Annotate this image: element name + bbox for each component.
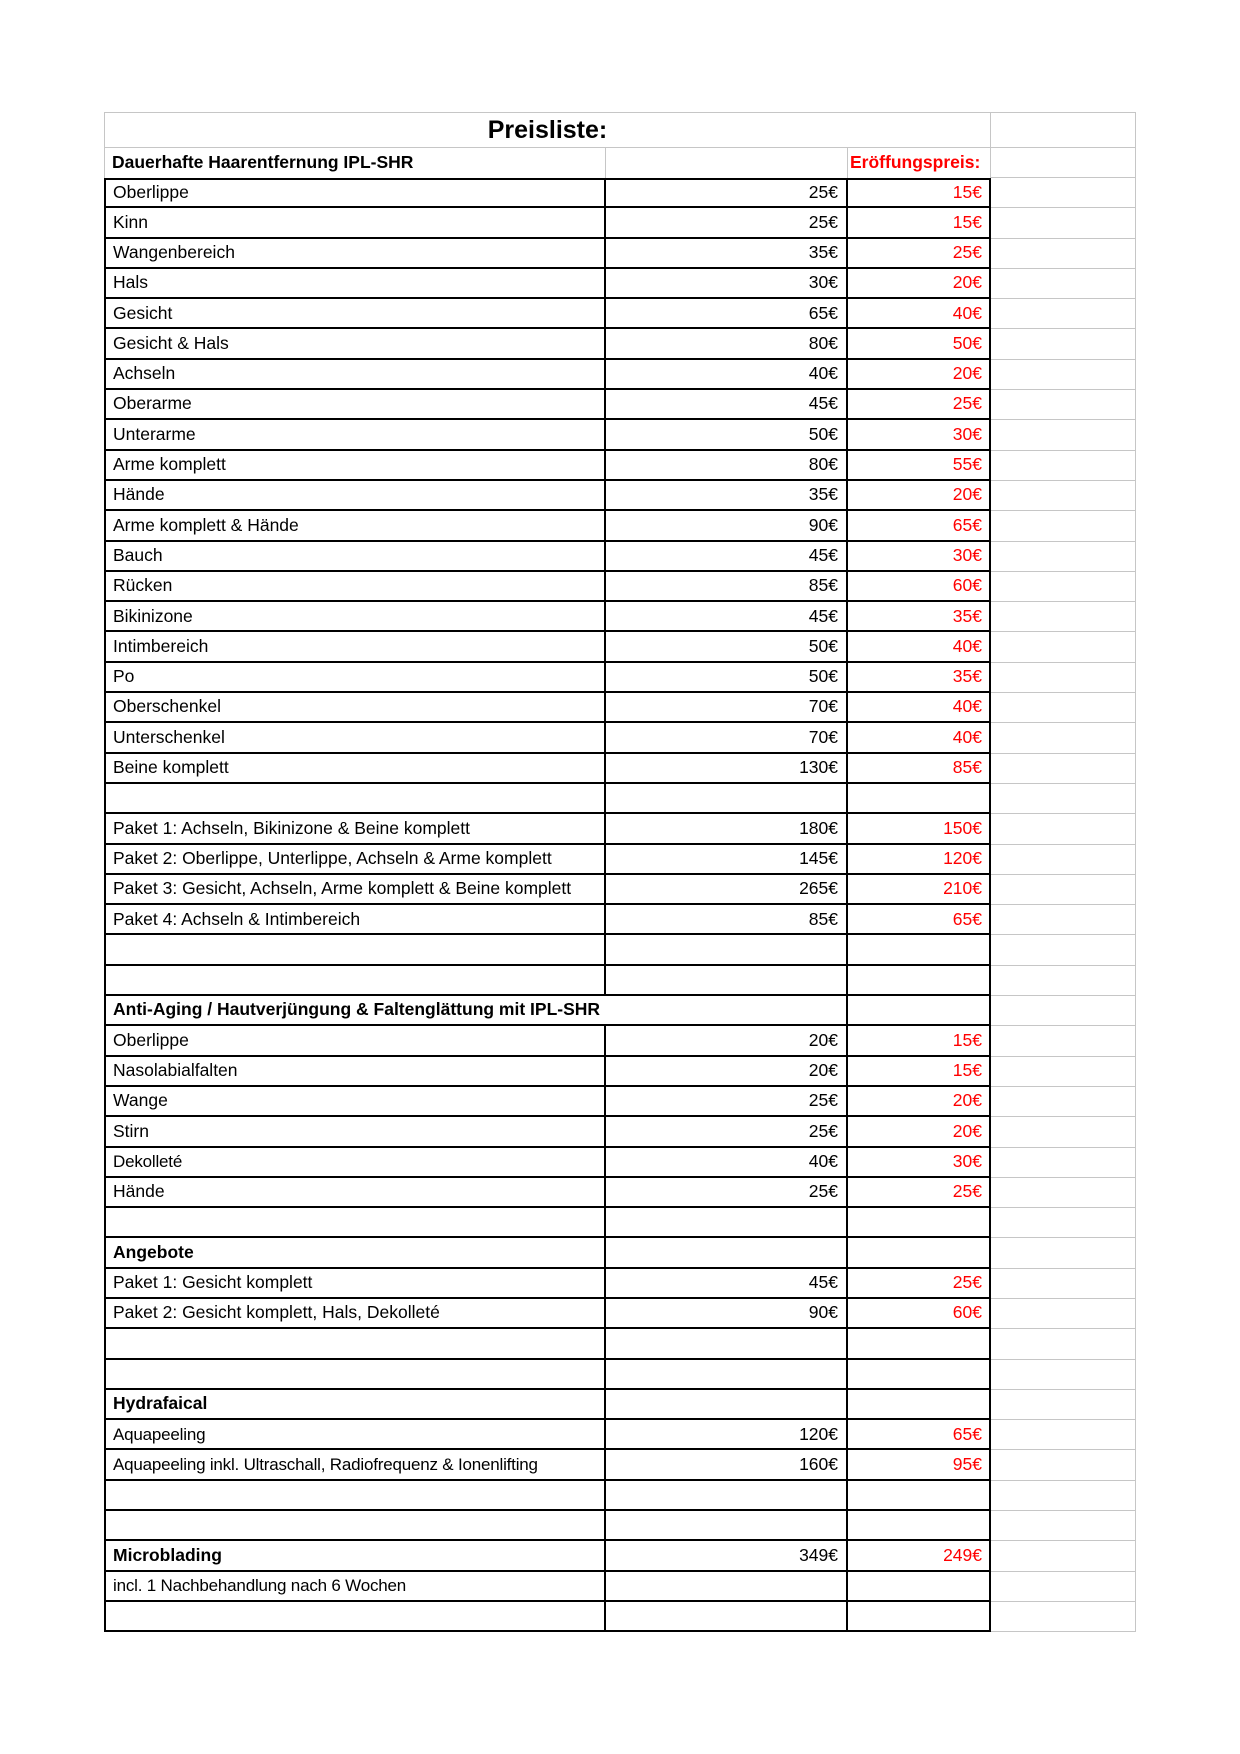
price-row: [104, 390, 1136, 420]
price-value: 90€: [606, 1299, 848, 1329]
service-name: Bikinizone: [104, 602, 606, 632]
opening-price-value: 40€: [848, 632, 991, 662]
price-value: 180€: [606, 814, 848, 844]
opening-price-value: [848, 1481, 991, 1511]
grid-extra-cell: [991, 723, 1136, 753]
price-value: 45€: [606, 542, 848, 572]
price-value: 45€: [606, 1269, 848, 1299]
price-value: 35€: [606, 481, 848, 511]
service-name: [104, 935, 606, 965]
price-value: [606, 1511, 848, 1541]
grid-extra-cell: [991, 1057, 1136, 1087]
opening-price-value: 25€: [848, 1178, 991, 1208]
opening-price-value: 35€: [848, 663, 991, 693]
opening-price-value: 120€: [848, 845, 991, 875]
price-value: [606, 935, 848, 965]
opening-price-value: [848, 1390, 991, 1420]
opening-price-value: 20€: [848, 1087, 991, 1117]
opening-price-value: 20€: [848, 360, 991, 390]
service-name: [104, 1511, 606, 1541]
grid-extra-cell: [991, 1481, 1136, 1511]
service-name: [104, 784, 606, 814]
price-row: [104, 451, 1136, 481]
service-name: [104, 1360, 606, 1390]
opening-price-value: [848, 966, 991, 996]
opening-price-value: 25€: [848, 239, 991, 269]
price-row: [104, 1026, 1136, 1056]
price-row: [104, 875, 1136, 905]
opening-price-value: 30€: [848, 420, 991, 450]
service-name: Oberschenkel: [104, 693, 606, 723]
grid-extra-cell: [991, 814, 1136, 844]
service-name: Arme komplett: [104, 451, 606, 481]
grid-extra-cell: [991, 935, 1136, 965]
section-header-row: [104, 1390, 1136, 1420]
opening-price-value: 85€: [848, 754, 991, 784]
price-value: 80€: [606, 329, 848, 359]
price-row: [104, 845, 1136, 875]
price-value: 120€: [606, 1420, 848, 1450]
service-name: Po: [104, 663, 606, 693]
grid-extra-cell: [991, 602, 1136, 632]
price-value: 160€: [606, 1450, 848, 1480]
grid-extra-cell: [991, 1420, 1136, 1450]
service-name: Bauch: [104, 542, 606, 572]
grid-extra-cell: [991, 208, 1136, 238]
price-row: [104, 905, 1136, 935]
price-row: [104, 420, 1136, 450]
price-value: 130€: [606, 754, 848, 784]
price-value: 70€: [606, 723, 848, 753]
price-value: 50€: [606, 632, 848, 662]
empty-row: [104, 1208, 1136, 1238]
service-name: Hände: [104, 1178, 606, 1208]
section-title: Hydrafaical: [104, 1390, 606, 1420]
price-value: 65€: [606, 299, 848, 329]
opening-price-column-header: Eröffungspreis:: [848, 148, 991, 178]
grid-extra-cell: [991, 1299, 1136, 1329]
price-row: [104, 814, 1136, 844]
section-title: Anti-Aging / Hautverjüngung & Faltenglättung mit IPL-SHR: [104, 996, 848, 1026]
opening-price-value: 15€: [848, 208, 991, 238]
opening-price-value: 20€: [848, 481, 991, 511]
price-row: [104, 1299, 1136, 1329]
grid-extra-cell: [991, 572, 1136, 602]
section-title: Angebote: [104, 1238, 606, 1268]
service-name: incl. 1 Nachbehandlung nach 6 Wochen: [104, 1572, 606, 1602]
opening-price-value: 65€: [848, 1420, 991, 1450]
opening-price-value: 65€: [848, 905, 991, 935]
empty-row: [104, 1481, 1136, 1511]
opening-price-value: 40€: [848, 723, 991, 753]
price-value: [606, 1572, 848, 1602]
opening-price-value: [848, 784, 991, 814]
price-cell: [606, 148, 848, 178]
price-value: 85€: [606, 572, 848, 602]
price-row: [104, 360, 1136, 390]
price-value: [606, 966, 848, 996]
service-name: Hände: [104, 481, 606, 511]
price-value: 25€: [606, 178, 848, 208]
opening-price-value: 60€: [848, 1299, 991, 1329]
grid-extra-cell: [991, 1541, 1136, 1571]
price-row: [104, 1148, 1136, 1178]
grid-extra-cell: [991, 754, 1136, 784]
service-name: Nasolabialfalten: [104, 1057, 606, 1087]
service-name: Oberlippe: [104, 1026, 606, 1056]
opening-price-value: [848, 1360, 991, 1390]
grid-extra-cell: [991, 360, 1136, 390]
grid-extra-cell: [991, 178, 1136, 208]
price-value: 25€: [606, 1087, 848, 1117]
service-name: Wange: [104, 1087, 606, 1117]
grid-extra-cell: [991, 1238, 1136, 1268]
service-name: Rücken: [104, 572, 606, 602]
grid-extra-cell: [991, 1117, 1136, 1147]
opening-price-value: 25€: [848, 390, 991, 420]
price-row: [104, 542, 1136, 572]
service-name: Arme komplett & Hände: [104, 511, 606, 541]
service-name: Gesicht: [104, 299, 606, 329]
price-value: 80€: [606, 451, 848, 481]
price-value: 45€: [606, 390, 848, 420]
opening-price-value: [848, 1238, 991, 1268]
price-row: [104, 208, 1136, 238]
price-value: [606, 1238, 848, 1268]
opening-price-value: 15€: [848, 1057, 991, 1087]
service-name: Hals: [104, 269, 606, 299]
service-name: [104, 1602, 606, 1632]
opening-price-value: [848, 996, 991, 1026]
grid-extra-cell: [991, 390, 1136, 420]
service-name: Oberlippe: [104, 178, 606, 208]
grid-extra-cell: [991, 784, 1136, 814]
opening-price-value: [848, 1572, 991, 1602]
price-value: 70€: [606, 693, 848, 723]
price-value: 35€: [606, 239, 848, 269]
empty-row: [104, 966, 1136, 996]
price-row: [104, 178, 1136, 208]
price-row: [104, 693, 1136, 723]
service-name: Paket 2: Oberlippe, Unterlippe, Achseln & Arme komplett: [104, 845, 606, 875]
price-value: 85€: [606, 905, 848, 935]
grid-extra-cell: [991, 1511, 1136, 1541]
opening-price-value: 95€: [848, 1450, 991, 1480]
price-row: [104, 1572, 1136, 1602]
price-row: [104, 723, 1136, 753]
opening-price-value: 40€: [848, 299, 991, 329]
price-value: [606, 1208, 848, 1238]
service-name: Achseln: [104, 360, 606, 390]
grid-extra-cell: [991, 1087, 1136, 1117]
price-row: [104, 511, 1136, 541]
grid-extra-cell: [991, 1390, 1136, 1420]
service-name: Kinn: [104, 208, 606, 238]
grid-extra-cell: [991, 1360, 1136, 1390]
price-value: 50€: [606, 420, 848, 450]
price-value: [606, 1481, 848, 1511]
grid-extra-cell: [991, 542, 1136, 572]
opening-price-value: 50€: [848, 329, 991, 359]
price-value: [606, 1360, 848, 1390]
grid-extra-cell: [991, 1208, 1136, 1238]
price-row: [104, 663, 1136, 693]
empty-row: [104, 1511, 1136, 1541]
service-name: [104, 966, 606, 996]
opening-price-value: 40€: [848, 693, 991, 723]
grid-extra-cell: [991, 1572, 1136, 1602]
page-title: Preisliste:: [104, 112, 991, 148]
service-name: Unterarme: [104, 420, 606, 450]
service-name: Paket 4: Achseln & Intimbereich: [104, 905, 606, 935]
price-row: [104, 269, 1136, 299]
grid-extra-cell: [991, 148, 1136, 178]
opening-price-value: 15€: [848, 1026, 991, 1056]
service-name: [104, 1329, 606, 1359]
opening-price-value: 20€: [848, 269, 991, 299]
opening-price-value: [848, 1208, 991, 1238]
opening-price-value: 65€: [848, 511, 991, 541]
grid-extra-cell: [991, 875, 1136, 905]
opening-price-value: 210€: [848, 875, 991, 905]
grid-extra-cell: [991, 239, 1136, 269]
grid-extra-cell: [991, 845, 1136, 875]
title-row: [104, 112, 1136, 148]
price-value: 90€: [606, 511, 848, 541]
price-value: [606, 784, 848, 814]
service-name: Paket 1: Gesicht komplett: [104, 1269, 606, 1299]
service-name: Paket 2: Gesicht komplett, Hals, Dekolleté: [104, 1299, 606, 1329]
opening-price-value: 30€: [848, 1148, 991, 1178]
price-value: 265€: [606, 875, 848, 905]
section-header-ipl-shr: Dauerhafte Haarentfernung IPL-SHR: [104, 148, 606, 178]
grid-extra-cell: [991, 905, 1136, 935]
opening-price-value: 60€: [848, 572, 991, 602]
opening-price-value: 35€: [848, 602, 991, 632]
price-value: [606, 1329, 848, 1359]
price-value: 25€: [606, 1117, 848, 1147]
grid-extra-cell: [991, 329, 1136, 359]
opening-price-value: 249€: [848, 1541, 991, 1571]
opening-price-value: [848, 1329, 991, 1359]
grid-extra-cell: [991, 1148, 1136, 1178]
section-header-row: [104, 1238, 1136, 1268]
grid-extra-cell: [991, 451, 1136, 481]
empty-row: [104, 935, 1136, 965]
price-row: [104, 1178, 1136, 1208]
price-row: [104, 329, 1136, 359]
opening-price-value: [848, 1602, 991, 1632]
price-value: 25€: [606, 1178, 848, 1208]
opening-price-value: [848, 935, 991, 965]
service-name: Intimbereich: [104, 632, 606, 662]
price-value: 50€: [606, 663, 848, 693]
empty-row: [104, 784, 1136, 814]
grid-extra-cell: [991, 693, 1136, 723]
opening-price-value: [848, 1511, 991, 1541]
section-header-row: [104, 996, 1136, 1026]
service-name: Paket 3: Gesicht, Achseln, Arme komplett & Beine komplett: [104, 875, 606, 905]
price-row: [104, 754, 1136, 784]
service-name: Dekolleté: [104, 1148, 606, 1178]
service-name: Microblading: [104, 1541, 606, 1571]
grid-extra-cell: [991, 269, 1136, 299]
opening-price-value: 25€: [848, 1269, 991, 1299]
price-row: [104, 1420, 1136, 1450]
service-name: Beine komplett: [104, 754, 606, 784]
service-name: Paket 1: Achseln, Bikinizone & Beine komplett: [104, 814, 606, 844]
service-name: Aquapeeling inkl. Ultraschall, Radiofrequenz & Ionenlifting: [104, 1450, 606, 1480]
price-row: [104, 1057, 1136, 1087]
service-name: Unterschenkel: [104, 723, 606, 753]
price-row: [104, 1541, 1136, 1571]
price-value: 40€: [606, 360, 848, 390]
price-value: 25€: [606, 208, 848, 238]
grid-extra-cell: [991, 1450, 1136, 1480]
grid-extra-cell: [991, 299, 1136, 329]
empty-row: [104, 1360, 1136, 1390]
price-row: [104, 602, 1136, 632]
price-value: 145€: [606, 845, 848, 875]
grid-extra-cell: [991, 1329, 1136, 1359]
opening-price-value: 20€: [848, 1117, 991, 1147]
grid-extra-cell: [991, 1178, 1136, 1208]
price-row: [104, 1117, 1136, 1147]
grid-extra-cell: [991, 966, 1136, 996]
price-row: [104, 632, 1136, 662]
grid-extra-cell: [991, 420, 1136, 450]
service-name: Oberarme: [104, 390, 606, 420]
price-row: [104, 481, 1136, 511]
price-value: 45€: [606, 602, 848, 632]
price-row: [104, 1450, 1136, 1480]
service-name: [104, 1481, 606, 1511]
service-name: Aquapeeling: [104, 1420, 606, 1450]
price-row: [104, 239, 1136, 269]
price-value: 20€: [606, 1026, 848, 1056]
opening-price-value: 15€: [848, 178, 991, 208]
grid-extra-cell: [991, 996, 1136, 1026]
price-row: [104, 1269, 1136, 1299]
service-name: [104, 1208, 606, 1238]
grid-extra-cell: [991, 1602, 1136, 1632]
price-row: [104, 572, 1136, 602]
opening-price-value: 55€: [848, 451, 991, 481]
opening-price-value: 30€: [848, 542, 991, 572]
grid-extra-cell: [991, 1026, 1136, 1056]
grid-extra-cell: [991, 1269, 1136, 1299]
price-value: 20€: [606, 1057, 848, 1087]
service-name: Wangenbereich: [104, 239, 606, 269]
grid-extra-cell: [991, 112, 1136, 148]
price-table: [104, 112, 1136, 1632]
grid-extra-cell: [991, 481, 1136, 511]
price-value: [606, 1602, 848, 1632]
price-row: [104, 299, 1136, 329]
service-name: Gesicht & Hals: [104, 329, 606, 359]
price-value: 30€: [606, 269, 848, 299]
empty-row: [104, 1329, 1136, 1359]
price-value: 40€: [606, 1148, 848, 1178]
price-row: [104, 1087, 1136, 1117]
grid-extra-cell: [991, 511, 1136, 541]
opening-price-value: 150€: [848, 814, 991, 844]
grid-extra-cell: [991, 663, 1136, 693]
service-name: Stirn: [104, 1117, 606, 1147]
price-value: 349€: [606, 1541, 848, 1571]
empty-row: [104, 1602, 1136, 1632]
price-value: [606, 1390, 848, 1420]
column-header-row: [104, 148, 1136, 178]
grid-extra-cell: [991, 632, 1136, 662]
